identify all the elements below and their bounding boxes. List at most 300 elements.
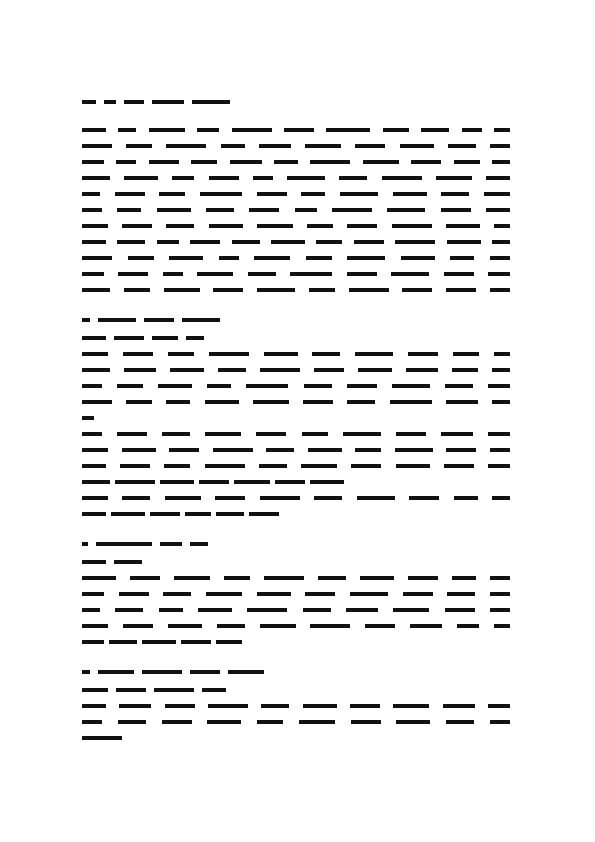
text-block	[490, 448, 510, 452]
text-line	[82, 494, 515, 502]
text-block	[490, 256, 510, 260]
text-block	[166, 144, 206, 148]
text-block	[197, 128, 219, 132]
text-block	[98, 318, 136, 322]
text-block	[350, 704, 380, 708]
text-block	[115, 608, 143, 612]
text-block	[354, 240, 384, 244]
text-block	[172, 176, 194, 180]
text-block	[312, 352, 340, 356]
paragraph	[82, 350, 515, 518]
text-block	[347, 272, 377, 276]
text-line	[82, 446, 515, 454]
text-block	[82, 352, 108, 356]
text-block	[116, 688, 146, 692]
text-block	[206, 592, 242, 596]
section-heading	[82, 316, 515, 324]
text-line	[82, 126, 515, 134]
text-block	[408, 576, 438, 580]
text-block	[409, 496, 439, 500]
text-block	[82, 624, 108, 628]
text-block	[190, 670, 220, 674]
text-block	[287, 176, 325, 180]
text-block	[492, 240, 510, 244]
text-block	[118, 272, 148, 276]
text-block	[185, 512, 211, 516]
text-line	[82, 270, 515, 278]
text-line	[82, 430, 515, 438]
text-block	[390, 400, 432, 404]
text-block	[257, 720, 283, 724]
text-block	[224, 576, 250, 580]
text-block	[154, 688, 194, 692]
text-block	[254, 256, 290, 260]
text-block	[192, 100, 230, 104]
text-block	[299, 720, 335, 724]
text-block	[213, 288, 243, 292]
text-block	[82, 384, 102, 388]
text-block	[396, 464, 430, 468]
text-block	[260, 368, 300, 372]
text-block	[82, 416, 94, 420]
text-block	[157, 208, 191, 212]
text-block	[82, 560, 106, 564]
text-line	[82, 206, 515, 214]
text-block	[492, 496, 510, 500]
text-block	[446, 400, 478, 404]
text-block	[393, 192, 427, 196]
text-block	[393, 704, 429, 708]
text-block	[314, 496, 342, 500]
text-block	[82, 688, 108, 692]
text-block	[126, 400, 152, 404]
text-block	[218, 368, 246, 372]
text-block	[82, 176, 110, 180]
text-block	[164, 464, 190, 468]
text-block	[82, 640, 104, 644]
text-block	[408, 352, 438, 356]
text-block	[164, 288, 200, 292]
text-block	[82, 542, 88, 546]
text-block	[124, 368, 156, 372]
text-block	[207, 384, 231, 388]
text-line	[82, 574, 515, 582]
text-block	[190, 542, 208, 546]
text-block	[492, 160, 510, 164]
text-block	[303, 704, 337, 708]
text-block	[355, 144, 385, 148]
text-block	[396, 432, 426, 436]
document-heading	[82, 98, 515, 106]
text-block	[257, 192, 287, 196]
text-block	[393, 608, 429, 612]
text-block	[257, 592, 291, 596]
text-block	[163, 592, 191, 596]
text-block	[421, 128, 449, 132]
text-block	[303, 400, 333, 404]
text-block	[347, 224, 377, 228]
text-block	[217, 624, 245, 628]
text-block	[152, 336, 178, 340]
text-block	[82, 192, 100, 196]
section-2	[82, 540, 515, 646]
text-block	[209, 224, 243, 228]
text-block	[82, 512, 106, 516]
text-block	[400, 144, 434, 148]
text-block	[104, 100, 116, 104]
text-block	[295, 208, 317, 212]
text-block	[446, 448, 476, 452]
text-block	[130, 576, 160, 580]
text-block	[109, 640, 137, 644]
text-block	[111, 512, 145, 516]
text-block	[266, 448, 294, 452]
text-block	[357, 496, 395, 500]
text-block	[82, 496, 108, 500]
text-block	[168, 624, 202, 628]
text-block	[206, 208, 234, 212]
text-block	[411, 160, 441, 164]
text-block	[82, 608, 100, 612]
text-line	[82, 702, 515, 710]
text-block	[260, 496, 300, 500]
text-block	[445, 608, 475, 612]
text-line	[82, 158, 515, 166]
section-subheading	[82, 686, 515, 694]
text-block	[82, 576, 116, 580]
text-block	[446, 288, 476, 292]
text-block	[128, 256, 154, 260]
text-block	[228, 670, 264, 674]
text-block	[123, 352, 153, 356]
text-block	[454, 160, 480, 164]
text-block	[166, 224, 194, 228]
text-block	[82, 144, 112, 148]
paragraph	[82, 702, 515, 742]
text-block	[340, 192, 378, 196]
text-block	[488, 272, 510, 276]
text-block	[301, 464, 337, 468]
text-block	[490, 288, 510, 292]
text-block	[205, 464, 245, 468]
text-block	[163, 272, 183, 276]
text-line	[82, 398, 515, 406]
text-line	[82, 718, 515, 726]
text-block	[403, 592, 433, 596]
text-block	[450, 256, 474, 260]
text-block	[170, 368, 204, 372]
text-block	[82, 480, 110, 484]
text-block	[82, 448, 108, 452]
text-block	[310, 624, 350, 628]
text-block	[82, 208, 102, 212]
text-line	[82, 286, 515, 294]
text-block	[115, 192, 145, 196]
text-block	[209, 176, 239, 180]
text-line	[82, 510, 515, 518]
text-block	[120, 464, 150, 468]
text-block	[441, 192, 469, 196]
text-line	[82, 414, 515, 422]
text-block	[307, 224, 333, 228]
text-block	[114, 560, 142, 564]
text-block	[186, 336, 204, 340]
text-block	[249, 512, 279, 516]
text-line	[82, 590, 515, 598]
text-block	[159, 192, 185, 196]
text-block	[339, 176, 367, 180]
text-line	[82, 238, 515, 246]
text-block	[257, 224, 293, 228]
paragraph	[82, 574, 515, 646]
text-block	[82, 318, 90, 322]
text-block	[82, 670, 90, 674]
text-block	[316, 240, 342, 244]
text-block	[82, 464, 106, 468]
text-block	[82, 336, 106, 340]
text-block	[360, 576, 394, 580]
text-block	[347, 400, 375, 404]
text-block	[284, 128, 314, 132]
text-block	[441, 432, 473, 436]
text-block	[169, 256, 203, 260]
text-block	[391, 272, 429, 276]
text-block	[122, 224, 152, 228]
text-block	[82, 592, 104, 596]
text-block	[246, 384, 288, 388]
text-block	[447, 240, 481, 244]
text-block	[82, 272, 104, 276]
text-block	[82, 736, 122, 740]
text-block	[494, 128, 510, 132]
text-block	[490, 720, 510, 724]
text-block	[453, 352, 479, 356]
text-block	[326, 128, 370, 132]
text-block	[490, 576, 510, 580]
text-block	[82, 704, 106, 708]
text-block	[410, 624, 442, 628]
text-block	[162, 720, 192, 724]
text-block	[447, 592, 475, 596]
text-line	[82, 142, 515, 150]
text-block	[492, 400, 510, 404]
text-block	[347, 384, 377, 388]
text-block	[122, 496, 150, 500]
text-block	[234, 480, 270, 484]
text-block	[486, 208, 510, 212]
text-block	[232, 240, 260, 244]
text-block	[490, 608, 510, 612]
text-block	[114, 336, 144, 340]
text-block	[392, 384, 430, 388]
text-block	[310, 480, 344, 484]
text-block	[454, 496, 478, 500]
text-block	[444, 464, 474, 468]
text-block	[275, 480, 305, 484]
text-block	[162, 432, 190, 436]
text-block	[490, 592, 510, 596]
text-block	[158, 384, 192, 388]
text-block	[205, 400, 239, 404]
text-block	[290, 272, 332, 276]
text-block	[363, 160, 399, 164]
text-block	[82, 128, 106, 132]
text-block	[182, 318, 220, 322]
text-line	[82, 350, 515, 358]
text-block	[355, 352, 393, 356]
text-block	[306, 256, 332, 260]
text-block	[190, 240, 220, 244]
text-block	[82, 400, 112, 404]
text-block	[248, 272, 276, 276]
text-block	[395, 240, 435, 244]
text-block	[149, 128, 185, 132]
text-line	[82, 174, 515, 182]
text-block	[301, 192, 325, 196]
text-block	[117, 384, 143, 388]
text-block	[457, 624, 479, 628]
text-block	[181, 640, 211, 644]
text-block	[253, 176, 273, 180]
text-block	[351, 720, 381, 724]
text-block	[436, 176, 472, 180]
text-block	[395, 448, 433, 452]
text-block	[401, 256, 435, 260]
text-block	[343, 432, 381, 436]
text-block	[314, 368, 344, 372]
text-block	[115, 480, 155, 484]
text-block	[488, 704, 510, 708]
text-block	[96, 542, 152, 546]
text-block	[142, 670, 182, 674]
text-block	[118, 720, 146, 724]
text-block	[142, 640, 176, 644]
text-block	[349, 288, 389, 292]
text-block	[202, 688, 226, 692]
text-block	[216, 512, 244, 516]
text-block	[488, 432, 510, 436]
text-block	[200, 192, 242, 196]
text-line	[82, 478, 515, 486]
text-line	[82, 638, 515, 646]
text-block	[207, 720, 241, 724]
text-block	[260, 624, 296, 628]
text-block	[302, 432, 328, 436]
text-block	[350, 592, 388, 596]
text-block	[486, 176, 510, 180]
text-block	[318, 576, 346, 580]
text-block	[261, 704, 289, 708]
text-block	[305, 144, 341, 148]
text-block	[82, 288, 110, 292]
text-line	[82, 734, 515, 742]
text-block	[117, 432, 147, 436]
text-block	[445, 384, 473, 388]
text-block	[82, 240, 106, 244]
text-block	[257, 288, 295, 292]
text-block	[124, 288, 150, 292]
text-block	[358, 368, 392, 372]
text-block	[448, 144, 476, 148]
text-block	[247, 608, 287, 612]
text-block	[494, 224, 510, 228]
text-block	[230, 160, 262, 164]
text-block	[402, 288, 432, 292]
text-block	[213, 448, 253, 452]
text-block	[310, 160, 350, 164]
text-block	[150, 512, 180, 516]
text-block	[346, 608, 378, 612]
text-block	[208, 704, 248, 708]
text-block	[446, 224, 480, 228]
text-block	[494, 624, 510, 628]
text-block	[305, 592, 335, 596]
text-block	[82, 256, 112, 260]
text-block	[117, 240, 145, 244]
text-block	[168, 352, 194, 356]
text-block	[149, 160, 179, 164]
text-block	[488, 464, 510, 468]
text-block	[443, 704, 475, 708]
text-block	[82, 432, 102, 436]
text-block	[166, 400, 190, 404]
text-block	[355, 448, 381, 452]
text-block	[198, 608, 232, 612]
paragraph-1	[82, 126, 515, 294]
text-block	[490, 144, 510, 148]
text-block	[271, 240, 305, 244]
text-block	[351, 464, 381, 468]
text-block	[117, 208, 141, 212]
text-line	[82, 462, 515, 470]
text-block	[396, 720, 430, 724]
text-line	[82, 622, 515, 630]
text-block	[98, 670, 134, 674]
text-block	[308, 448, 342, 452]
text-block	[126, 144, 152, 148]
text-block	[144, 318, 174, 322]
text-block	[209, 352, 249, 356]
text-line	[82, 382, 515, 390]
text-block	[122, 448, 156, 452]
text-block	[347, 256, 385, 260]
text-block	[259, 464, 287, 468]
text-line	[82, 366, 515, 374]
text-block	[165, 704, 195, 708]
text-block	[221, 144, 245, 148]
text-block	[383, 128, 409, 132]
text-block	[446, 720, 474, 724]
text-block	[492, 368, 510, 372]
text-block	[157, 240, 179, 244]
text-block	[259, 144, 291, 148]
text-block	[494, 352, 510, 356]
text-block	[124, 100, 144, 104]
section-subheading	[82, 558, 515, 566]
text-block	[452, 576, 476, 580]
text-block	[82, 100, 96, 104]
text-block	[215, 496, 245, 500]
text-block	[444, 272, 474, 276]
section-heading	[82, 540, 515, 548]
text-block	[205, 432, 241, 436]
text-line	[82, 190, 515, 198]
text-block	[303, 608, 331, 612]
text-block	[82, 160, 104, 164]
text-block	[332, 208, 372, 212]
text-line	[82, 254, 515, 262]
text-block	[119, 592, 149, 596]
